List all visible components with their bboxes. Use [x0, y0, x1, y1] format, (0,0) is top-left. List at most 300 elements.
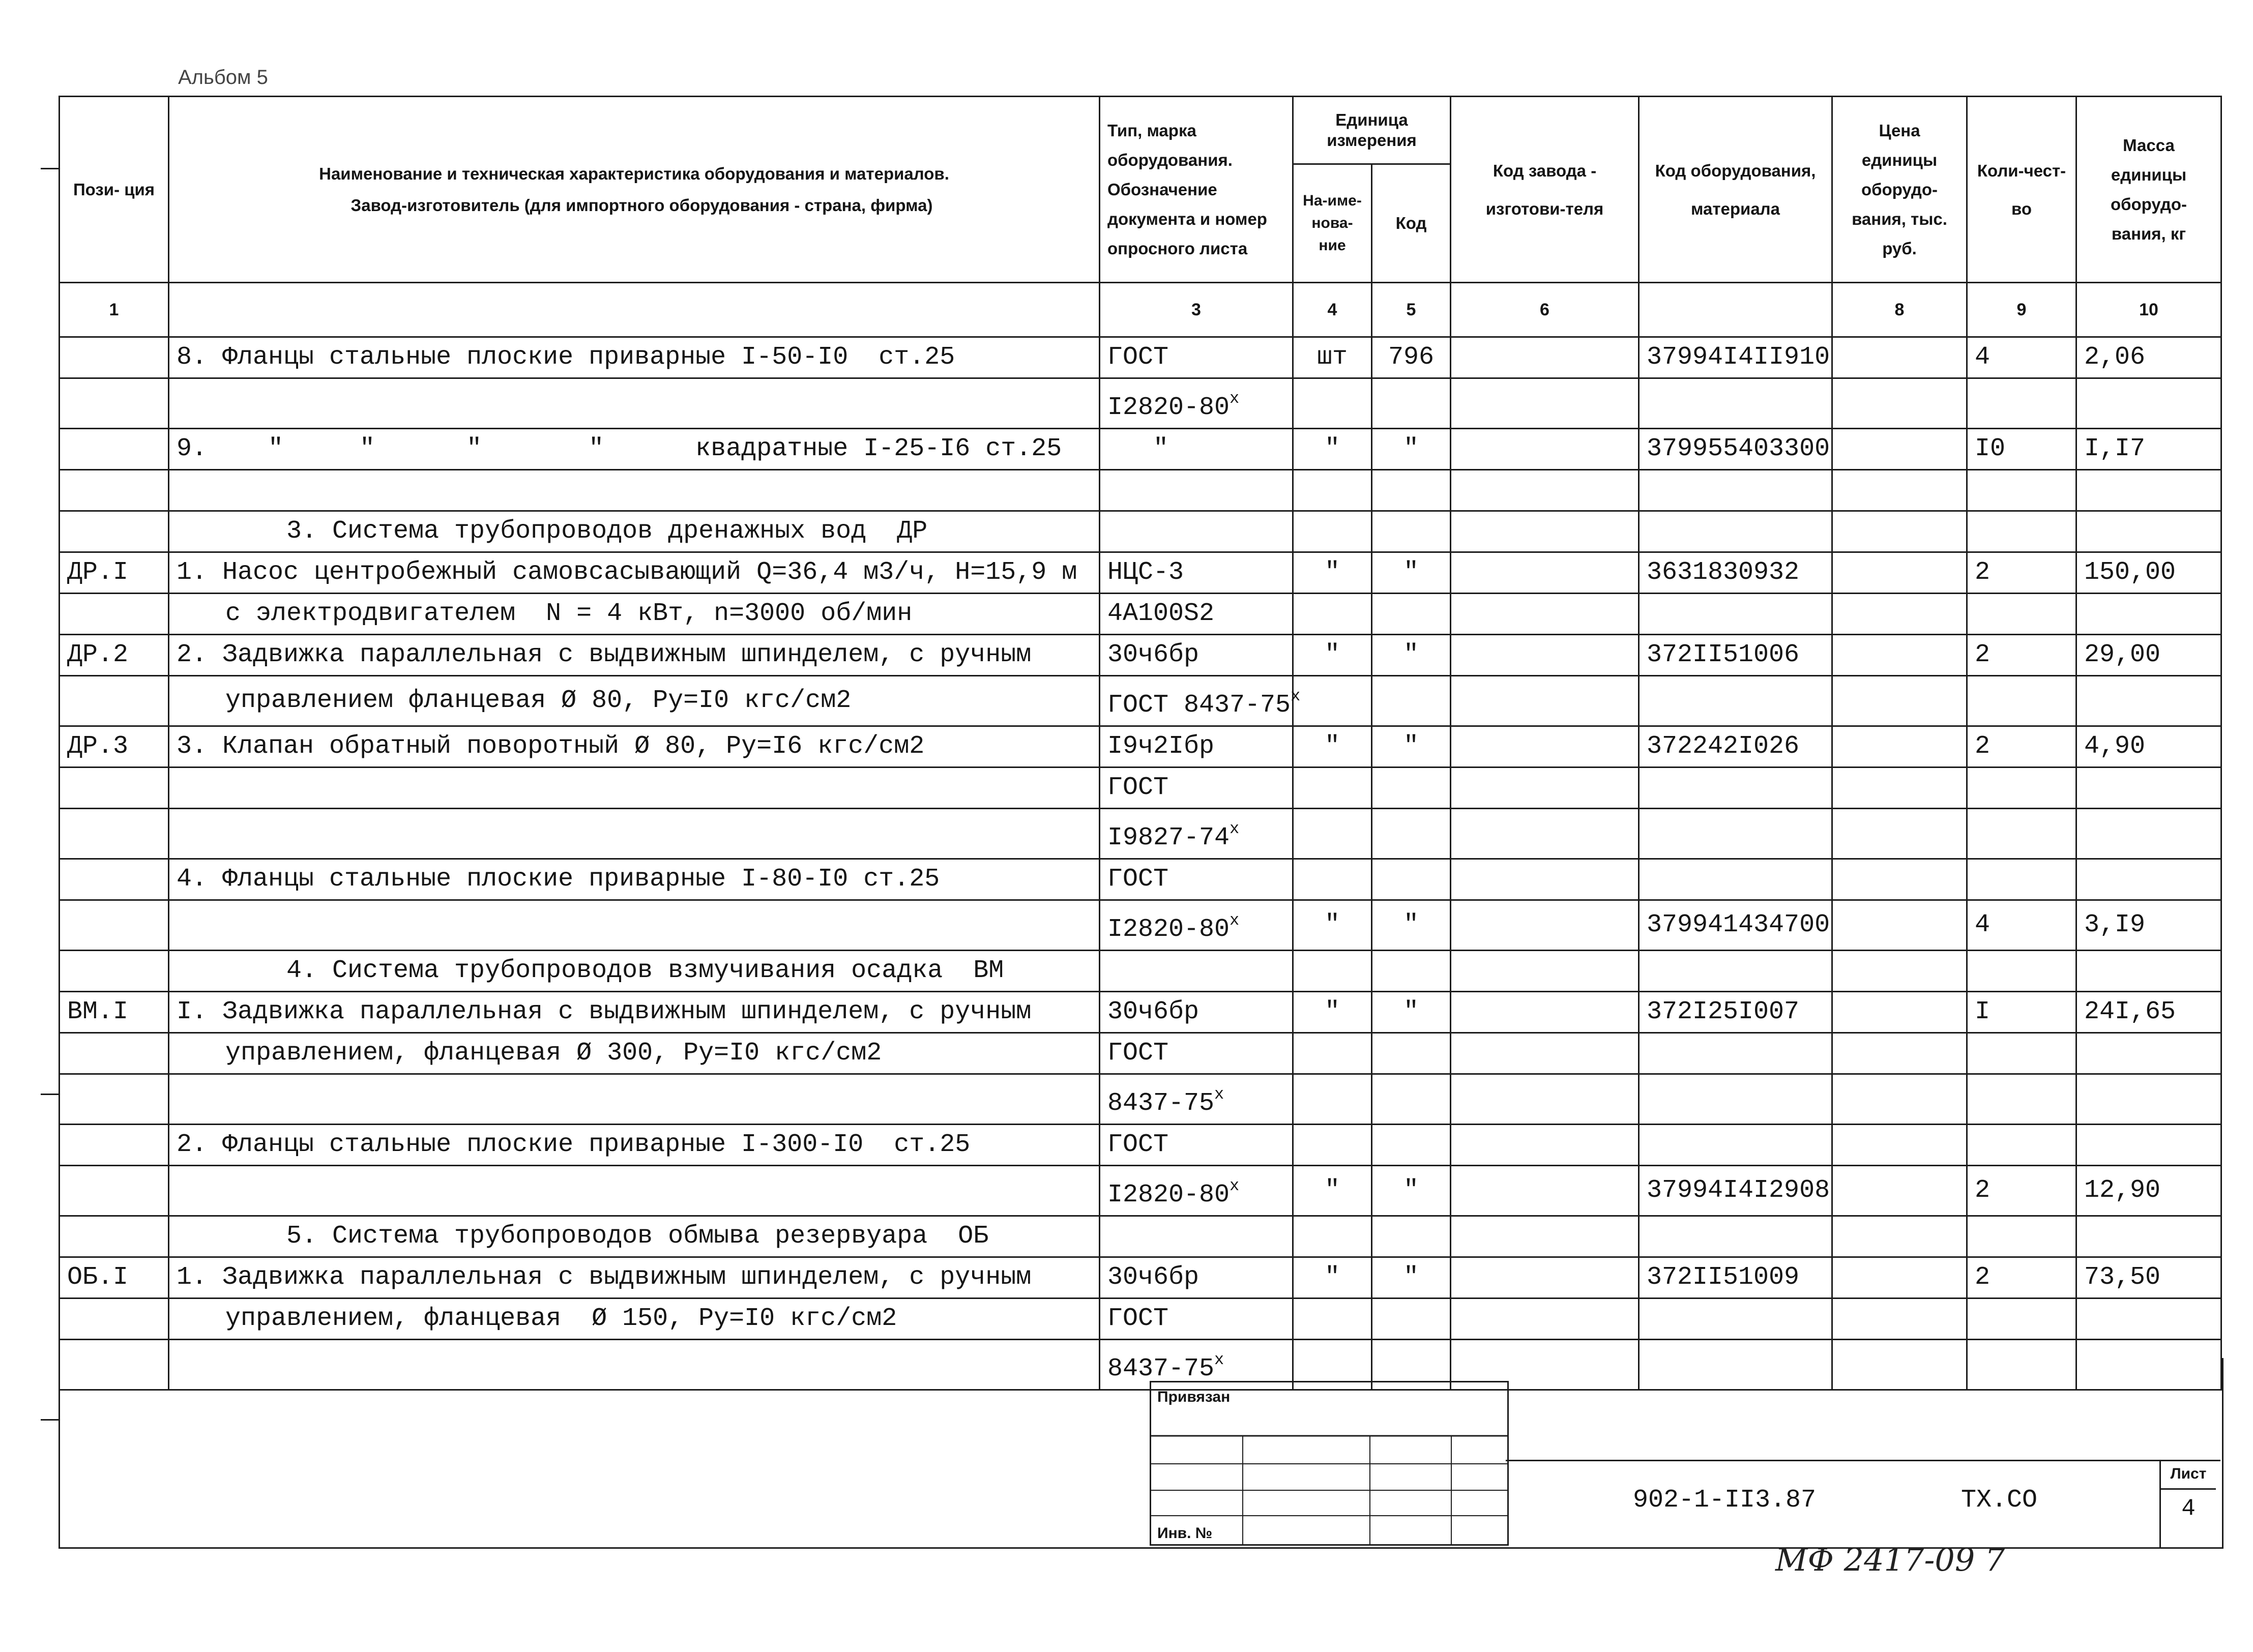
quantity-cell — [1967, 1125, 2076, 1166]
name-cell — [169, 859, 1100, 900]
unit-code-cell-text: " — [1403, 1263, 1419, 1292]
mass-cell — [2076, 635, 2221, 676]
document-code: ТХ.СО — [1961, 1486, 2038, 1515]
mass-cell — [2076, 337, 2221, 378]
position-cell — [60, 1216, 169, 1257]
type-cell-text: I2820-80 — [1107, 915, 1230, 944]
superscript-mark: x — [1214, 1085, 1224, 1104]
type-cell-text: ГОСТ — [1107, 343, 1169, 372]
margin-tick — [41, 168, 60, 169]
stamp-grid — [1151, 1382, 1507, 1544]
type-cell — [1100, 900, 1293, 951]
type-cell — [1100, 1299, 1293, 1340]
name-cell — [169, 635, 1100, 676]
quantity-cell — [1967, 900, 2076, 951]
position-cell — [60, 1033, 169, 1074]
factory-code-cell — [1451, 726, 1639, 768]
unit-name-cell — [1293, 1125, 1372, 1166]
title-block — [1506, 1460, 2220, 1550]
quantity-cell — [1967, 1074, 2076, 1125]
table-row — [60, 594, 2221, 635]
unit-name-cell — [1293, 809, 1372, 859]
quantity-cell — [1967, 378, 2076, 429]
type-cell-text: " — [1107, 434, 1169, 463]
quantity-cell-text: 2 — [1975, 640, 1991, 669]
position-cell — [60, 1166, 169, 1216]
unit-name-cell — [1293, 900, 1372, 951]
price-cell — [1832, 1216, 1967, 1257]
name-cell — [169, 337, 1100, 378]
equipment-code-cell-text: 379955403300 — [1647, 434, 1830, 463]
equipment-code-cell — [1639, 900, 1832, 951]
table-row — [60, 1299, 2221, 1340]
type-cell — [1100, 429, 1293, 470]
unit-name-cell-text: " — [1324, 434, 1340, 463]
header-price: Цена единицы оборудо-вания, тыс. руб. — [1832, 97, 1967, 283]
price-cell — [1832, 429, 1967, 470]
quantity-cell — [1967, 951, 2076, 992]
superscript-mark: x — [1230, 389, 1240, 408]
position-cell — [60, 1125, 169, 1166]
type-cell-text: ГОСТ — [1107, 1039, 1169, 1068]
mass-cell-text: 3,I9 — [2084, 910, 2146, 939]
quantity-cell — [1967, 676, 2076, 726]
type-cell-text: 8437-75 — [1107, 1354, 1215, 1383]
header-name-line2: Завод-изготовитель (для импортного оборудования - страна, фирма) — [350, 195, 933, 215]
factory-code-cell — [1451, 511, 1639, 552]
position-cell — [60, 768, 169, 809]
quantity-cell-text: 2 — [1975, 1176, 1991, 1205]
column-number: 3 — [1100, 283, 1293, 337]
name-cell-text: 4. Система трубопроводов взмучивания осадка ВМ — [286, 956, 1004, 985]
table-row — [60, 552, 2221, 594]
mass-cell-text: 73,50 — [2084, 1263, 2161, 1292]
header-name-line1: Наименование и техническая характеристика оборудования и материалов. — [319, 164, 949, 183]
header-quantity: Коли-чест-во — [1967, 97, 2076, 283]
mass-cell — [2076, 511, 2221, 552]
type-cell-text: ГОСТ — [1107, 1130, 1169, 1159]
mass-cell — [2076, 429, 2221, 470]
type-cell-text: I2820-80 — [1107, 1181, 1230, 1210]
price-cell — [1832, 1033, 1967, 1074]
column-number: 10 — [2076, 283, 2221, 337]
table-row — [60, 635, 2221, 676]
equipment-code-cell — [1639, 809, 1832, 859]
price-cell — [1832, 951, 1967, 992]
factory-code-cell — [1451, 1216, 1639, 1257]
equipment-code-cell — [1639, 1125, 1832, 1166]
name-cell — [169, 726, 1100, 768]
mass-cell-text: 150,00 — [2084, 558, 2176, 587]
equipment-code-cell — [1639, 1033, 1832, 1074]
factory-code-cell — [1451, 429, 1639, 470]
unit-code-cell-text: " — [1403, 910, 1419, 939]
name-cell — [169, 809, 1100, 859]
quantity-cell — [1967, 635, 2076, 676]
type-cell-text: I9ч2Iбр — [1107, 732, 1215, 761]
superscript-mark: x — [1230, 1176, 1240, 1195]
type-cell — [1100, 1033, 1293, 1074]
factory-code-cell — [1451, 1257, 1639, 1299]
type-cell — [1100, 594, 1293, 635]
equipment-code-cell — [1639, 337, 1832, 378]
name-cell-text: 2. Задвижка параллельная с выдвижным шпинделем, с ручным — [177, 640, 1032, 669]
name-cell — [169, 511, 1100, 552]
quantity-cell — [1967, 594, 2076, 635]
header-unit-group: Единица измерения — [1293, 97, 1451, 164]
price-cell — [1832, 992, 1967, 1033]
unit-name-cell — [1293, 992, 1372, 1033]
name-cell-text: управлением фланцевая Ø 80, Ру=I0 кгс/см2 — [225, 686, 852, 715]
unit-code-cell — [1372, 1216, 1451, 1257]
name-cell-text: I. Задвижка параллельная с выдвижным шпинделем, с ручным — [177, 997, 1032, 1026]
unit-name-cell — [1293, 470, 1372, 511]
unit-name-cell — [1293, 594, 1372, 635]
unit-name-cell — [1293, 768, 1372, 809]
equipment-code-cell — [1639, 470, 1832, 511]
position-cell-text: ДР.3 — [67, 732, 129, 761]
position-cell — [60, 900, 169, 951]
position-cell — [60, 809, 169, 859]
type-cell-text: 30ч6бр — [1107, 1263, 1199, 1292]
position-cell — [60, 1074, 169, 1125]
stamp-inventory-label: Инв. № — [1157, 1525, 1213, 1542]
name-cell-text: 4. Фланцы стальные плоские приварные I-80-I0 ст.25 — [177, 865, 940, 894]
table-row — [60, 1216, 2221, 1257]
mass-cell — [2076, 809, 2221, 859]
unit-code-cell — [1372, 900, 1451, 951]
column-number: 6 — [1451, 283, 1639, 337]
unit-code-cell — [1372, 726, 1451, 768]
equipment-code-cell — [1639, 768, 1832, 809]
name-cell — [169, 1166, 1100, 1216]
mass-cell-text: I,I7 — [2084, 434, 2146, 463]
price-cell — [1832, 676, 1967, 726]
unit-code-cell — [1372, 1299, 1451, 1340]
name-cell — [169, 1125, 1100, 1166]
unit-code-cell — [1372, 676, 1451, 726]
unit-code-cell — [1372, 951, 1451, 992]
unit-code-cell — [1372, 1125, 1451, 1166]
header-equipment-code: Код оборудования, материала — [1639, 97, 1832, 283]
name-cell-text: управлением, фланцевая Ø 300, Ру=I0 кгс/см2 — [225, 1039, 882, 1068]
mass-cell — [2076, 726, 2221, 768]
table-row — [60, 859, 2221, 900]
column-number: 9 — [1967, 283, 2076, 337]
factory-code-cell — [1451, 552, 1639, 594]
unit-name-cell — [1293, 859, 1372, 900]
position-cell-text: ДР.2 — [67, 640, 129, 669]
header-factory-code: Код завода - изготови-теля — [1451, 97, 1639, 283]
unit-name-cell — [1293, 951, 1372, 992]
unit-code-cell — [1372, 429, 1451, 470]
equipment-code-cell-text: 372242I026 — [1647, 732, 1800, 761]
column-number — [169, 283, 1100, 337]
name-cell — [169, 1074, 1100, 1125]
price-cell — [1832, 1299, 1967, 1340]
equipment-code-cell — [1639, 676, 1832, 726]
table-row — [60, 429, 2221, 470]
quantity-cell-text: 4 — [1975, 910, 1991, 939]
price-cell — [1832, 1166, 1967, 1216]
name-cell — [169, 900, 1100, 951]
unit-code-cell — [1372, 992, 1451, 1033]
unit-code-cell-text: " — [1403, 558, 1419, 587]
header-type: Тип, марка оборудования. Обозначение документа и номер опросного листа — [1100, 97, 1293, 283]
name-cell — [169, 378, 1100, 429]
equipment-code-cell — [1639, 1074, 1832, 1125]
factory-code-cell — [1451, 900, 1639, 951]
equipment-code-cell — [1639, 951, 1832, 992]
type-cell-text: ГОСТ — [1107, 773, 1169, 802]
unit-name-cell-text: " — [1324, 1263, 1340, 1292]
type-cell — [1100, 809, 1293, 859]
unit-code-cell-text: " — [1403, 732, 1419, 761]
unit-code-cell — [1372, 378, 1451, 429]
position-cell — [60, 337, 169, 378]
unit-code-cell — [1372, 511, 1451, 552]
equipment-code-cell-text: 372II51009 — [1647, 1263, 1800, 1292]
factory-code-cell — [1451, 951, 1639, 992]
mass-cell — [2076, 900, 2221, 951]
position-cell — [60, 552, 169, 594]
mass-cell — [2076, 992, 2221, 1033]
factory-code-cell — [1451, 635, 1639, 676]
unit-name-cell — [1293, 1299, 1372, 1340]
unit-name-cell — [1293, 337, 1372, 378]
equipment-code-cell — [1639, 511, 1832, 552]
table-row — [60, 470, 2221, 511]
unit-name-cell-text: " — [1324, 910, 1340, 939]
name-cell — [169, 676, 1100, 726]
quantity-cell — [1967, 429, 2076, 470]
unit-name-cell — [1293, 676, 1372, 726]
table-row — [60, 992, 2221, 1033]
mass-cell — [2076, 1216, 2221, 1257]
position-cell — [60, 951, 169, 992]
superscript-mark: x — [1214, 1350, 1224, 1369]
quantity-cell — [1967, 859, 2076, 900]
type-cell-text: НЦС-3 — [1107, 558, 1184, 587]
mass-cell-text: 24I,65 — [2084, 997, 2176, 1026]
document-number: 902-1-II3.87 — [1633, 1486, 1817, 1515]
unit-code-cell — [1372, 470, 1451, 511]
equipment-code-cell — [1639, 552, 1832, 594]
sheet-label: Лист — [2161, 1460, 2216, 1490]
unit-name-cell-text: шт — [1316, 343, 1348, 372]
price-cell — [1832, 859, 1967, 900]
position-cell — [60, 594, 169, 635]
name-cell-text: 5. Система трубопроводов обмыва резервуара ОБ — [286, 1222, 989, 1251]
unit-name-cell — [1293, 552, 1372, 594]
type-cell — [1100, 470, 1293, 511]
equipment-code-cell — [1639, 378, 1832, 429]
equipment-code-cell — [1639, 859, 1832, 900]
unit-code-cell — [1372, 635, 1451, 676]
unit-name-cell-text: " — [1324, 640, 1340, 669]
unit-code-cell — [1372, 594, 1451, 635]
sheet-number: 4 — [2181, 1495, 2196, 1522]
equipment-code-cell — [1639, 594, 1832, 635]
quantity-cell-text: 4 — [1975, 343, 1991, 372]
name-cell — [169, 768, 1100, 809]
column-number: 5 — [1372, 283, 1451, 337]
position-cell — [60, 676, 169, 726]
specification-table — [58, 96, 2222, 1391]
position-cell — [60, 859, 169, 900]
table-row — [60, 1125, 2221, 1166]
table-row — [60, 337, 2221, 378]
table-row — [60, 378, 2221, 429]
unit-code-cell — [1372, 552, 1451, 594]
unit-name-cell — [1293, 1033, 1372, 1074]
table-row — [60, 726, 2221, 768]
quantity-cell — [1967, 1033, 2076, 1074]
type-cell — [1100, 676, 1301, 726]
type-cell — [1100, 511, 1293, 552]
unit-code-cell — [1372, 859, 1451, 900]
position-cell — [60, 429, 169, 470]
price-cell — [1832, 768, 1967, 809]
unit-name-cell-text: " — [1324, 558, 1340, 587]
price-cell — [1832, 378, 1967, 429]
quantity-cell — [1967, 726, 2076, 768]
table-row — [60, 1257, 2221, 1299]
type-cell — [1100, 1166, 1293, 1216]
unit-name-cell-text: " — [1324, 997, 1340, 1026]
position-cell — [60, 470, 169, 511]
unit-code-cell — [1372, 1074, 1451, 1125]
unit-code-cell-text: " — [1403, 434, 1419, 463]
name-cell-text: с электродвигателем N = 4 кВт, n=3000 об/мин — [225, 599, 913, 628]
equipment-code-cell — [1639, 429, 1832, 470]
price-cell — [1832, 1125, 1967, 1166]
factory-code-cell — [1451, 1166, 1639, 1216]
name-cell — [169, 552, 1100, 594]
name-cell — [169, 429, 1100, 470]
stamp-label: Привязан — [1157, 1389, 1231, 1405]
type-cell-text: I9827-74 — [1107, 823, 1230, 852]
unit-name-cell — [1293, 1074, 1372, 1125]
name-cell-text: управлением, фланцевая Ø 150, Ру=I0 кгс/см2 — [225, 1304, 897, 1333]
album-note: Альбом 5 — [178, 66, 268, 88]
name-cell-text: 1. Задвижка параллельная с выдвижным шпинделем, с ручным — [177, 1263, 1032, 1292]
position-cell — [60, 511, 169, 552]
binding-stamp — [1150, 1381, 1509, 1546]
margin-tick — [41, 1094, 60, 1095]
unit-name-cell — [1293, 511, 1372, 552]
mass-cell — [2076, 470, 2221, 511]
equipment-code-cell — [1639, 726, 1832, 768]
position-cell — [60, 1299, 169, 1340]
position-cell — [60, 635, 169, 676]
price-cell — [1832, 1257, 1967, 1299]
price-cell — [1832, 470, 1967, 511]
column-number: 1 — [60, 283, 169, 337]
type-cell — [1100, 1074, 1293, 1125]
header-mass: Масса единицы оборудо-вания, кг — [2076, 97, 2221, 283]
mass-cell — [2076, 859, 2221, 900]
quantity-cell — [1967, 1166, 2076, 1216]
price-cell — [1832, 726, 1967, 768]
mass-cell — [2076, 768, 2221, 809]
type-cell-text: ГОСТ 8437-75 — [1107, 691, 1291, 720]
equipment-code-cell-text: 3631830932 — [1647, 558, 1800, 587]
column-number: 4 — [1293, 283, 1372, 337]
name-cell-text: 3. Система трубопроводов дренажных вод ДР — [286, 517, 928, 546]
header-unit-name: На-име-нова-ние — [1293, 164, 1372, 283]
superscript-mark: x — [1230, 911, 1240, 930]
equipment-code-cell — [1639, 992, 1832, 1033]
price-cell — [1832, 337, 1967, 378]
type-cell — [1100, 337, 1293, 378]
factory-code-cell — [1451, 676, 1639, 726]
unit-name-cell-text: " — [1324, 1176, 1340, 1205]
table-row — [60, 1074, 2221, 1125]
unit-name-cell — [1293, 726, 1372, 768]
mass-cell — [2076, 951, 2221, 992]
price-cell — [1832, 1074, 1967, 1125]
equipment-code-cell — [1639, 1299, 1832, 1340]
mass-cell — [2076, 1033, 2221, 1074]
type-cell-text: 30ч6бр — [1107, 640, 1199, 669]
name-cell-text: 1. Насос центробежный самовсасывающий Q=36,4 м3/ч, H=15,9 м — [177, 558, 1077, 587]
position-cell-text: ОБ.I — [67, 1263, 129, 1292]
equipment-code-cell — [1639, 1257, 1832, 1299]
quantity-cell — [1967, 511, 2076, 552]
factory-code-cell — [1451, 470, 1639, 511]
name-cell-text: 2. Фланцы стальные плоские приварные I-300-I0 ст.25 — [177, 1130, 971, 1159]
type-cell — [1100, 1257, 1293, 1299]
unit-code-cell — [1372, 1257, 1451, 1299]
price-cell — [1832, 552, 1967, 594]
unit-name-cell — [1293, 429, 1372, 470]
mass-cell — [2076, 1074, 2221, 1125]
factory-code-cell — [1451, 809, 1639, 859]
mass-cell — [2076, 1166, 2221, 1216]
name-cell — [169, 951, 1100, 992]
quantity-cell-text: 2 — [1975, 558, 1991, 587]
mass-cell — [2076, 1125, 2221, 1166]
superscript-mark: x — [1291, 687, 1301, 705]
unit-name-cell-text: " — [1324, 732, 1340, 761]
type-cell — [1100, 1216, 1293, 1257]
name-cell — [169, 1033, 1100, 1074]
handwritten-inventory-mark: МФ 2417-09 7 — [1775, 1541, 2005, 1578]
table-row — [60, 900, 2221, 951]
unit-name-cell — [1293, 635, 1372, 676]
unit-name-cell — [1293, 378, 1372, 429]
unit-name-cell — [1293, 1257, 1372, 1299]
column-number: 8 — [1832, 283, 1967, 337]
position-cell-text: ВМ.I — [67, 997, 129, 1026]
name-cell — [169, 1299, 1100, 1340]
table-row — [60, 951, 2221, 992]
price-cell — [1832, 809, 1967, 859]
factory-code-cell — [1451, 992, 1639, 1033]
factory-code-cell — [1451, 1033, 1639, 1074]
mass-cell — [2076, 552, 2221, 594]
name-cell — [169, 470, 1100, 511]
mass-cell-text: 4,90 — [2084, 732, 2146, 761]
unit-code-cell-text: " — [1403, 1176, 1419, 1205]
column-number — [1639, 283, 1832, 337]
type-cell-text: 4A100S2 — [1107, 599, 1215, 628]
equipment-code-cell — [1639, 635, 1832, 676]
unit-name-cell — [1293, 1166, 1372, 1216]
quantity-cell — [1967, 470, 2076, 511]
mass-cell — [2076, 1299, 2221, 1340]
